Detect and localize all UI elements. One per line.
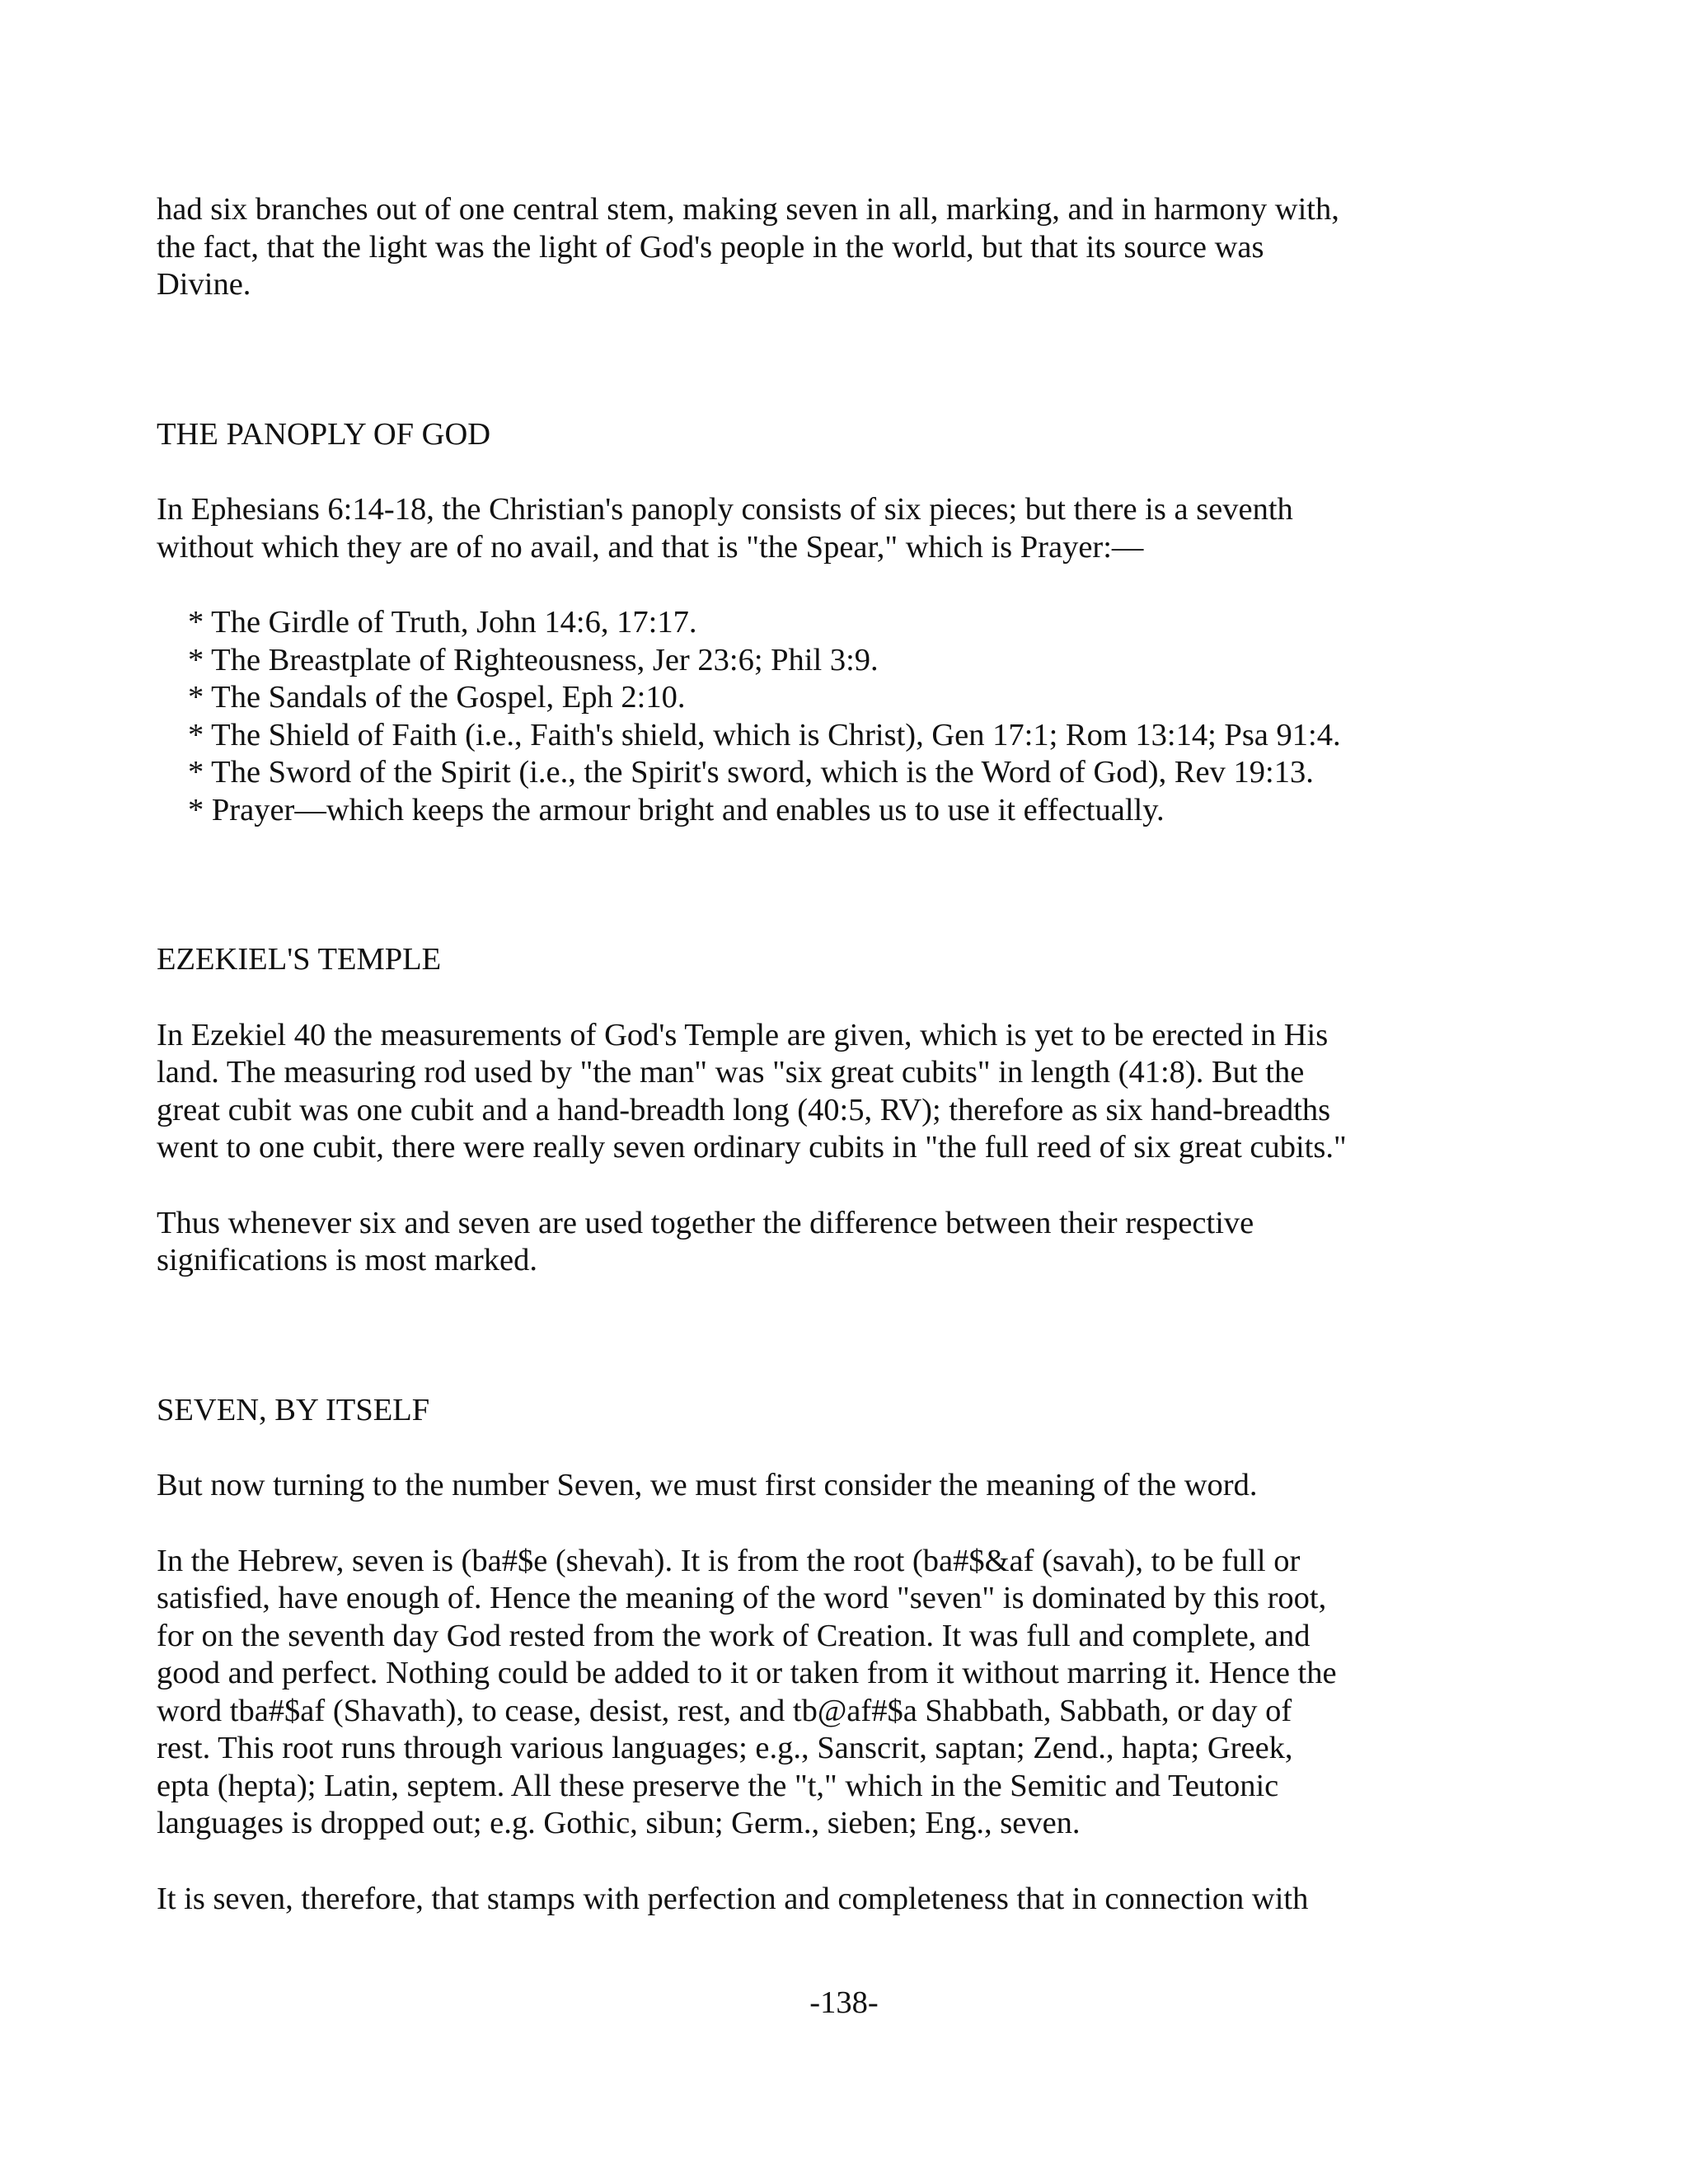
text-line: great cubit was one cubit and a hand-breadth long (40:5, RV); therefore as six hand-breadths: [157, 1092, 1331, 1127]
list-item: * The Shield of Faith (i.e., Faith's shield, which is Christ), Gen 17:1; Rom 13:14; Psa 91:4.: [188, 717, 1341, 752]
text-line: significations is most marked.: [157, 1243, 537, 1277]
seven-hebrew-paragraph: [157, 1543, 1541, 1843]
seven-intro-paragraph: [157, 1467, 1541, 1505]
list-item: * The Breastplate of Righteousness, Jer 23:6; Phil 3:9.: [188, 642, 879, 677]
list-item: * The Girdle of Truth, John 14:6, 17:17.: [188, 605, 697, 640]
text-line: good and perfect. Nothing could be added to it or taken from it without marring it. Hence the: [157, 1656, 1337, 1690]
text-line: languages is dropped out; e.g. Gothic, sibun; Germ., sieben; Eng., seven.: [157, 1806, 1081, 1840]
armour-list: [157, 604, 1541, 829]
list-item: * Prayer—which keeps the armour bright and enables us to use it effectually.: [188, 792, 1165, 827]
text-line: went to one cubit, there were really seven ordinary cubits in "the full reed of six great cubits.": [157, 1130, 1347, 1165]
text-line: land. The measuring rod used by "the man" was "six great cubits" in length (41:8). But the: [157, 1055, 1305, 1090]
page-body: [157, 191, 1541, 1956]
text-line: Thus whenever six and seven are used together the difference between their respective: [157, 1205, 1254, 1240]
list-item: * The Sword of the Spirit (i.e., the Spirit's sword, which is the Word of God), Rev 19:13.: [188, 755, 1314, 790]
spacer: [157, 829, 1541, 941]
list-item: * The Sandals of the Gospel, Eph 2:10.: [188, 680, 686, 715]
text-line: In Ezekiel 40 the measurements of God's Temple are given, which is yet to be erected in His: [157, 1017, 1329, 1052]
text-line: In Ephesians 6:14-18, the Christian's panoply consists of six pieces; but there is a seventh: [157, 492, 1293, 527]
text-line: word tba#$af (Shavath), to cease, desist, rest, and tb@af#$a Shabbath, Sabbath, or day of: [157, 1693, 1292, 1728]
temple-paragraph: [157, 1017, 1541, 1167]
text-line: But now turning to the number Seven, we must first consider the meaning of the word.: [157, 1468, 1258, 1502]
section-heading-temple: EZEKIEL'S TEMPLE: [157, 942, 442, 977]
temple-conclusion-paragraph: [157, 1205, 1541, 1280]
section-heading-panoply: THE PANOPLY OF GOD: [157, 416, 491, 452]
intro-paragraph: [157, 191, 1541, 304]
spacer: [157, 342, 1541, 416]
text-line: for on the seventh day God rested from the work of Creation. It was full and complete, and: [157, 1618, 1311, 1653]
section-heading-seven: SEVEN, BY ITSELF: [157, 1392, 430, 1427]
text-line: epta (hepta); Latin, septem. All these preserve the "t," which in the Semitic and Teutonic: [157, 1768, 1279, 1803]
text-line: In the Hebrew, seven is (ba#$e (shevah). It is from the root (ba#$&af (savah), to be full or: [157, 1543, 1301, 1578]
page-number: -138-: [809, 1985, 879, 2020]
text-line: had six branches out of one central stem, making seven in all, marking, and in harmony with,: [157, 192, 1339, 227]
seven-conclusion-paragraph: [157, 1881, 1541, 1919]
text-line: Divine.: [157, 267, 251, 302]
text-line: It is seven, therefore, that stamps with perfection and completeness that in connection with: [157, 1881, 1309, 1916]
text-line: without which they are of no avail, and that is "the Spear," which is Prayer:—: [157, 529, 1144, 565]
panoply-paragraph: [157, 491, 1541, 566]
text-line: rest. This root runs through various languages; e.g., Sanscrit, saptan; Zend., hapta; Greek,: [157, 1731, 1293, 1765]
spacer: [157, 1318, 1541, 1392]
text-line: satisfied, have enough of. Hence the meaning of the word "seven" is dominated by this root,: [157, 1581, 1327, 1615]
text-line: the fact, that the light was the light of God's people in the world, but that its source was: [157, 229, 1264, 265]
